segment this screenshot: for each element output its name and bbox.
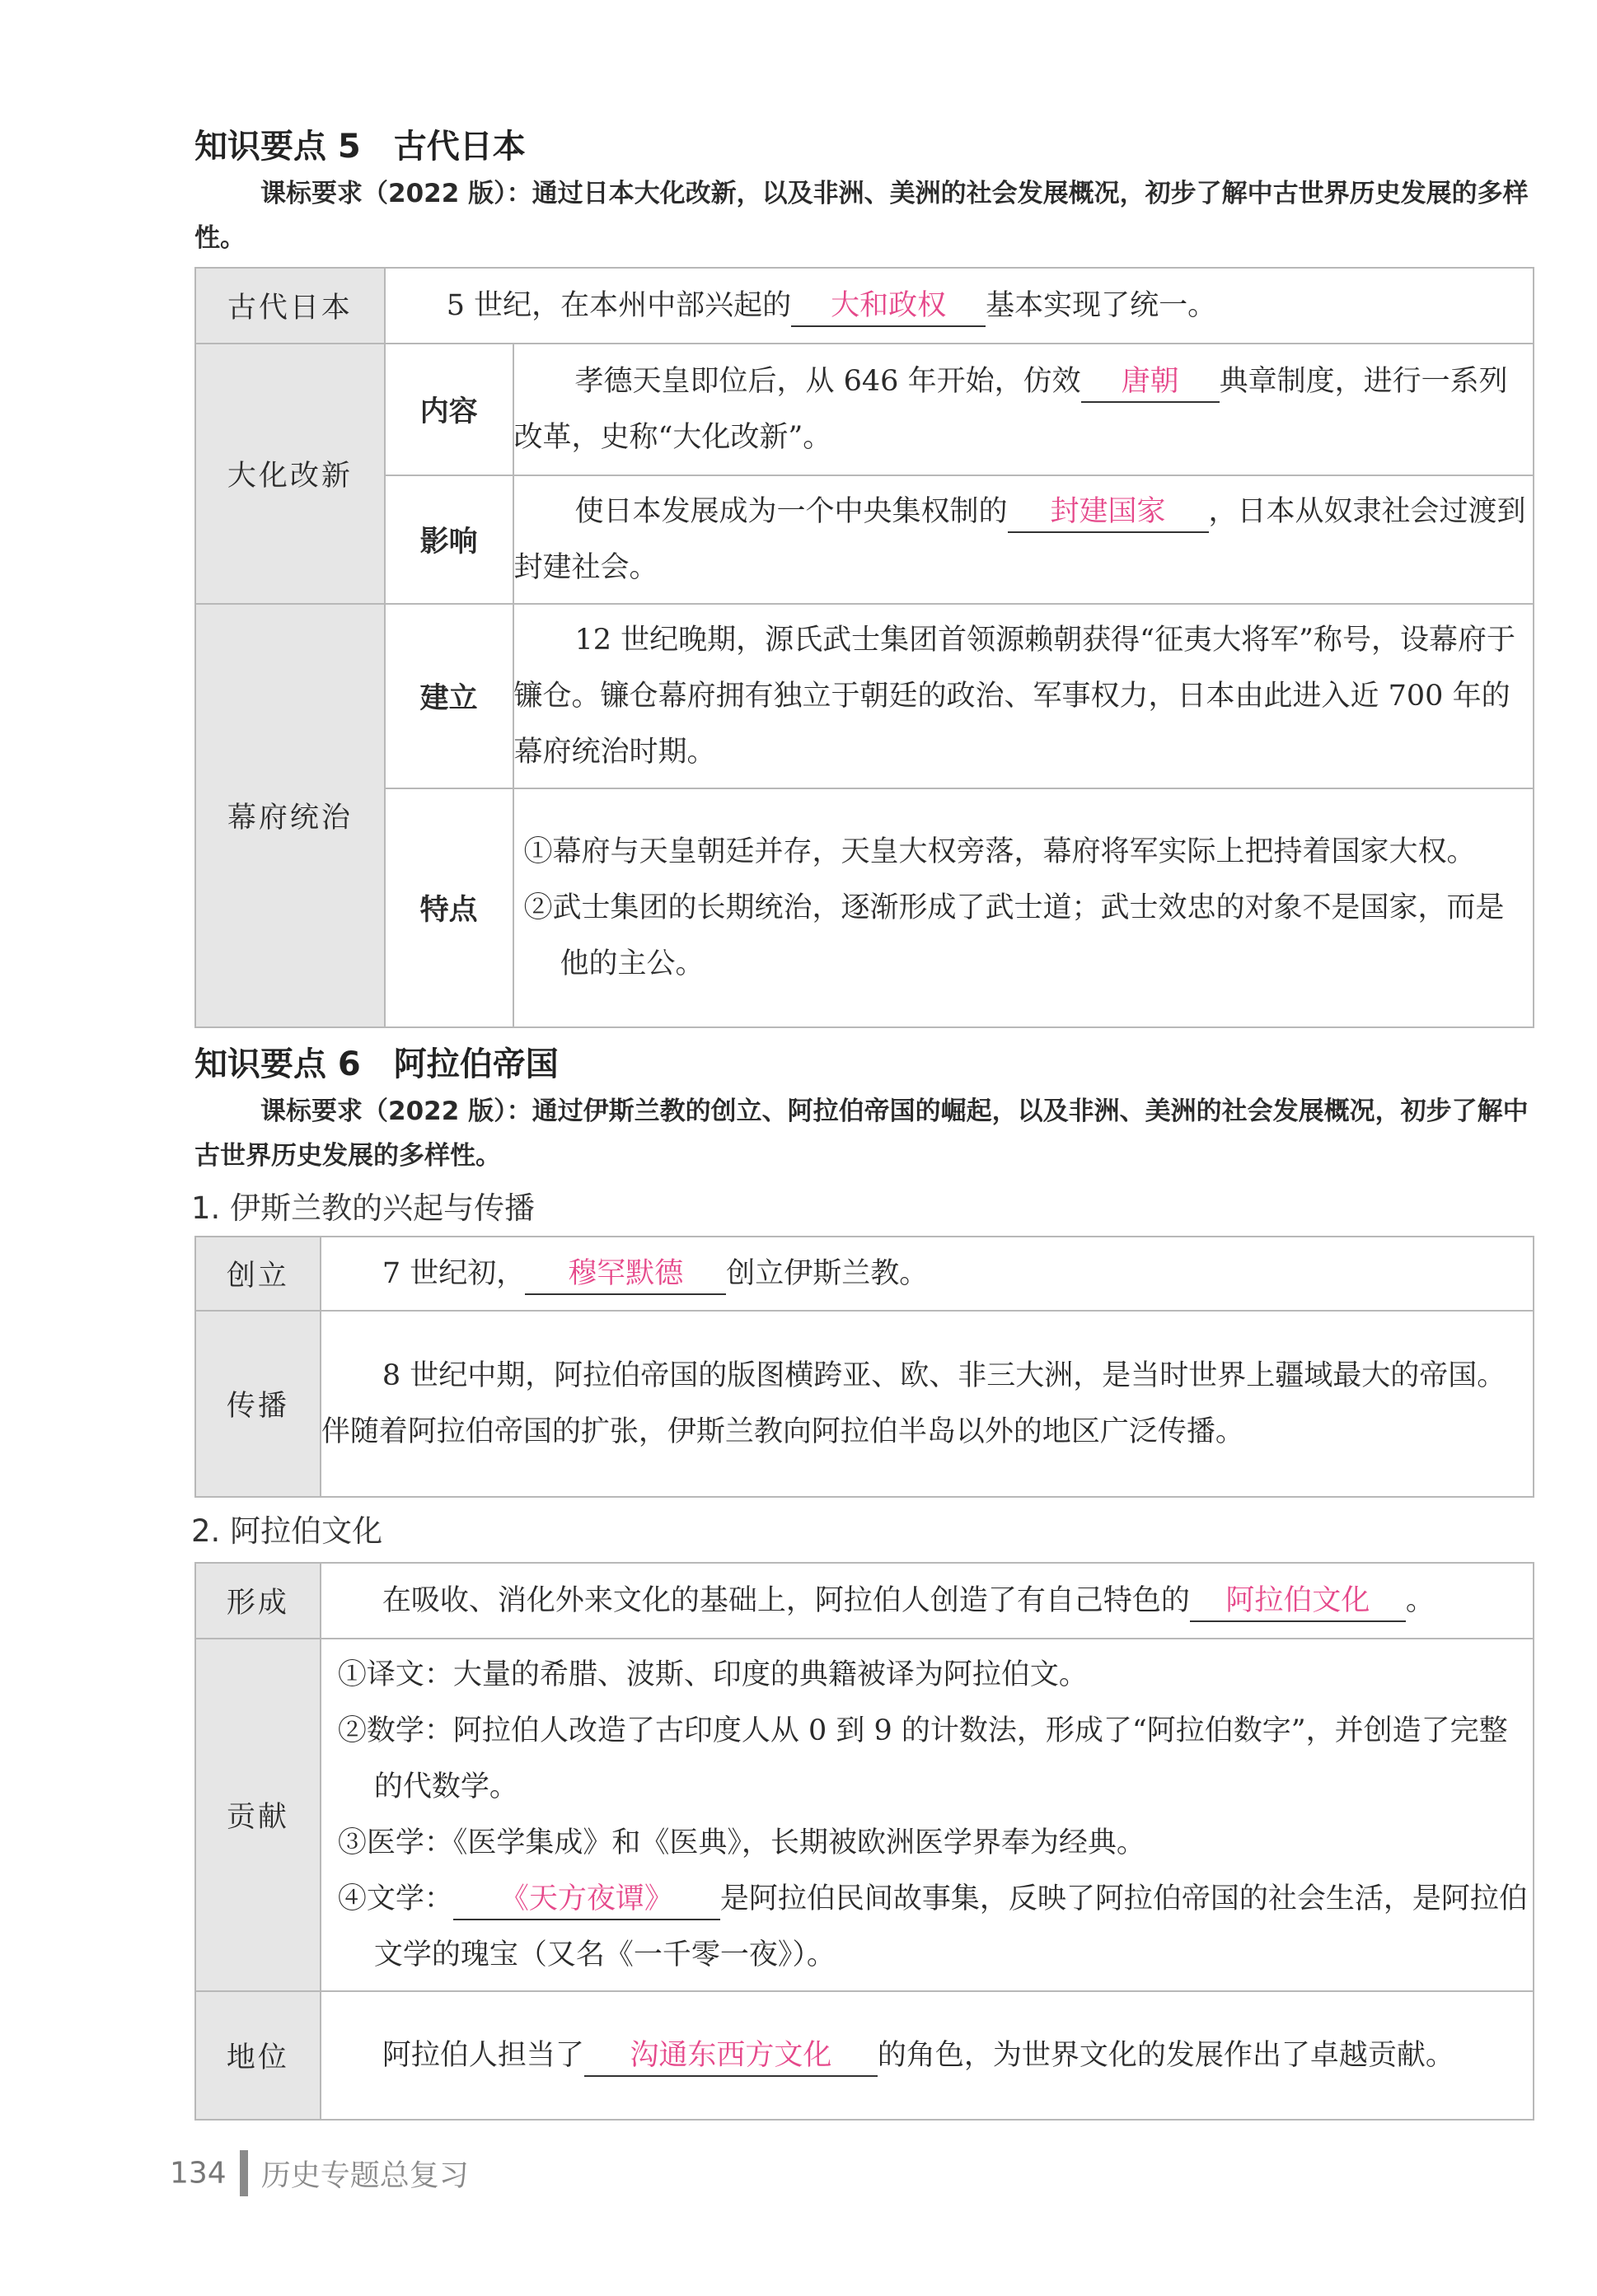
- japan-content: [385, 268, 1534, 344]
- taika-content-post: 典章制度，进行一系列改革，史称“大化改新”。: [513, 365, 1508, 454]
- islam-table: [194, 1236, 1534, 1498]
- table-row: [195, 1237, 1534, 1311]
- bakufu-establish-para: 12 世纪晚期，源氏武士集团首领源赖朝获得“征夷大将军”称号，设幕府于镰仓。镰仓幕府拥有独立于朝廷的政治、军事权力，日本由此进入近 700 年的幕府统治时期。: [513, 624, 1515, 769]
- sub-label-content: 内容: [385, 344, 513, 475]
- row-label-spread: 传播: [195, 1311, 321, 1497]
- part1-heading: 1. 伊斯兰教的兴起与传播: [191, 1190, 536, 1226]
- table-row: [195, 1991, 1534, 2120]
- formation-pre: 在吸收、消化外来文化的基础上，阿拉伯人创造了有自己特色的: [382, 1584, 1190, 1617]
- row-label-bakufu: 幕府统治: [195, 604, 385, 1027]
- section5-title: 古代日本: [393, 128, 526, 166]
- table-row: [195, 604, 1534, 788]
- row-label-founding: 创立: [195, 1237, 321, 1311]
- contribution-text: [321, 1639, 1534, 1991]
- section5-number: 知识要点 5: [194, 128, 361, 166]
- row-label-contribution: 贡献: [195, 1639, 321, 1991]
- sub-label-impact: 影响: [385, 475, 513, 604]
- section5-heading: [194, 120, 526, 167]
- book-title: 历史专题总复习: [260, 2158, 469, 2193]
- bakufu-establish-text: [513, 604, 1534, 788]
- section5-requirement: 课标要求（2022 版）：通过日本大化改新，以及非洲、美洲的社会发展概况，初步了解中古世界历史发展的多样性。: [194, 179, 1529, 253]
- answer-blank: 唐朝: [1081, 362, 1220, 403]
- formation-text: [321, 1563, 1534, 1639]
- japan-text-post: 基本实现了统一。: [986, 289, 1217, 322]
- page-number: 134: [170, 2156, 227, 2191]
- section6-requirement: 课标要求（2022 版）：通过伊斯兰教的创立、阿拉伯帝国的崛起，以及非洲、美洲的社会发展概况，初步了解中古世界历史发展的多样性。: [194, 1097, 1529, 1171]
- section6-heading: [194, 1038, 559, 1085]
- row-label-status: 地位: [195, 1991, 321, 2120]
- table-row: [195, 344, 1534, 475]
- page-footer: [170, 2150, 469, 2196]
- taika-content-pre: 孝德天皇即位后，从 646 年开始，仿效: [574, 365, 1081, 398]
- founding-pre: 7 世纪初，: [382, 1257, 526, 1290]
- formation-post: 。: [1405, 1584, 1435, 1617]
- answer-blank: 穆罕默德: [525, 1254, 726, 1295]
- section6-number: 知识要点 6: [194, 1045, 361, 1083]
- status-post: 的角色，为世界文化的发展作出了卓越贡献。: [877, 2039, 1454, 2072]
- spread-para: 8 世纪中期，阿拉伯帝国的版图横跨亚、欧、非三大洲，是当时世界上疆域最大的帝国。伴随着阿拉伯帝国的扩张，伊斯兰教向阿拉伯半岛以外的地区广泛传播。: [321, 1359, 1506, 1448]
- bakufu-features-text: [513, 788, 1534, 1027]
- status-pre: 阿拉伯人担当了: [382, 2039, 584, 2072]
- japan-text-pre: 5 世纪，在本州中部兴起的: [446, 289, 792, 322]
- table-row: [195, 788, 1534, 1027]
- contribution-item: ③医学：《医学集成》和《医典》，长期被欧洲医学界奉为经典。: [337, 1826, 1145, 1859]
- contribution-item: ①译文：大量的希腊、波斯、印度的典籍被译为阿拉伯文。: [337, 1658, 1088, 1691]
- taika-impact-post: ，日本从奴隶社会过渡到封建社会。: [513, 495, 1526, 584]
- answer-blank: 封建国家: [1008, 492, 1209, 533]
- literature-post: 是阿拉伯民间故事集，反映了阿拉伯帝国的社会生活，是阿拉伯文学的瑰宝（又名《一千零一夜》）。: [373, 1882, 1528, 1971]
- row-label-japan: 古代日本: [195, 268, 385, 344]
- table-row: [195, 1563, 1534, 1639]
- taika-impact-pre: 使日本发展成为一个中央集权制的: [574, 495, 1008, 528]
- section5-table: [194, 267, 1534, 1028]
- row-label-formation: 形成: [195, 1563, 321, 1639]
- contribution-item: [338, 1871, 1533, 1983]
- arab-culture-table: [194, 1562, 1534, 2121]
- taika-content-text: [513, 344, 1534, 475]
- answer-blank: 《天方夜谭》: [453, 1879, 720, 1920]
- table-row: [195, 1311, 1534, 1497]
- feature-item: ①幕府与天皇朝廷并存，天皇大权旁落，幕府将军实际上把持着国家大权。: [523, 835, 1476, 868]
- founding-post: 创立伊斯兰教。: [726, 1257, 929, 1290]
- answer-blank: 大和政权: [791, 286, 986, 327]
- taika-impact-text: [513, 475, 1534, 604]
- feature-item: ②武士集团的长期统治，逐渐形成了武士道；武士效忠的对象不是国家，而是他的主公。: [523, 891, 1505, 980]
- section6-title: 阿拉伯帝国: [393, 1045, 559, 1083]
- part2-heading: 2. 阿拉伯文化: [191, 1513, 383, 1549]
- sub-label-features: 特点: [385, 788, 513, 1027]
- founding-text: [321, 1237, 1534, 1311]
- table-row: [195, 268, 1534, 344]
- contribution-item: ②数学：阿拉伯人改造了古印度人从 0 到 9 的计数法，形成了“阿拉伯数字”，并创造了完整的代数学。: [337, 1714, 1508, 1803]
- status-text: [321, 1991, 1534, 2120]
- spread-text: [321, 1311, 1534, 1497]
- row-label-taika: 大化改新: [195, 344, 385, 604]
- sub-label-establish: 建立: [385, 604, 513, 788]
- table-row: [195, 475, 1534, 604]
- answer-blank: 阿拉伯文化: [1190, 1581, 1406, 1622]
- footer-divider: [240, 2150, 248, 2196]
- table-row: [195, 1639, 1534, 1991]
- literature-pre: ④文学：: [337, 1882, 453, 1915]
- answer-blank: 沟通东西方文化: [584, 2036, 878, 2077]
